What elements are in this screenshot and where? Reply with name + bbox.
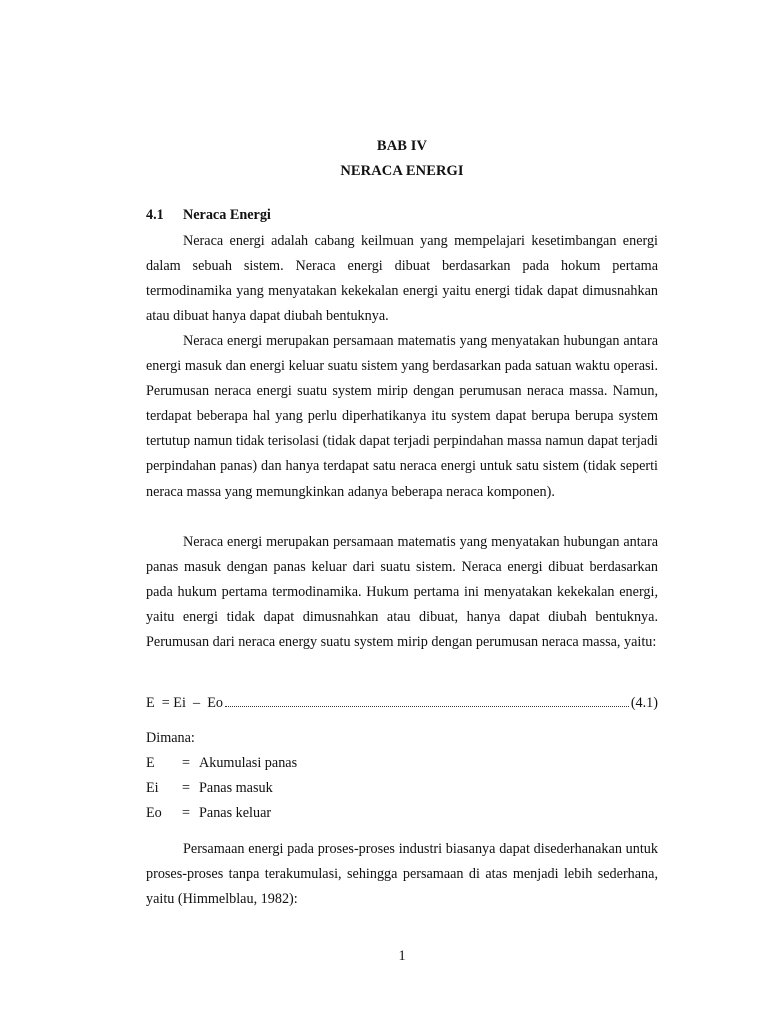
definition-meaning: Akumulasi panas [199,755,298,771]
chapter-label: BAB IV [376,138,428,154]
paragraph-1: Neraca energi adalah cabang keilmuan yang mempelajari kesetimbangan energi dalam sebuah sistem. Neraca energi dibuat berdasarkan pada hokum pertama termodinamika yang menyatakan kekekalan energi yaitu energi tidak dapat dimusnahkan atau dibuat hanya dapat diubah bentuknya. [146,233,658,325]
dot-leader [225,695,629,707]
where-label: Dimana: [146,730,195,746]
page-number: 1 [398,948,406,964]
section-title: Neraca Energi [183,207,271,223]
definition-row [146,805,271,822]
equation-line [146,695,658,715]
paragraph-2: Neraca energi merupakan persamaan matematis yang menyatakan hubungan antara energi masuk dan energi keluar suatu sistem yang berdasarkan pada satuan waktu operasi. Perumusan neraca energi suatu system mirip dengan perumusan neraca massa. Namun, terdapat beberapa hal yang perlu diperhatikanya itu system dapat berupa berupa system tertutup namun tidak terisolasi (tidak dapat terjadi perpindahan massa namun dapat terjadi perpindahan panas) dan hanya terdapat satu neraca energi untuk satu sistem (tidak seperti neraca massa yang memungkinkan adanya beberapa neraca komponen). [146,333,658,500]
definition-meaning: Panas keluar [199,805,272,821]
paragraph-3: Neraca energi merupakan persamaan matematis yang menyatakan hubungan antara panas masuk dengan panas keluar dari suatu sistem. Neraca energi dibuat berdasarkan pada hukum pertama termodinamika. Hukum pertama ini menyatakan kekekalan energi, yaitu energi tidak dapat dimusnahkan atau dibuat, hanya dapat diubah bentuknya. Perumusan dari neraca energy suatu system mirip dengan perumusan neraca massa, yaitu: [146,534,658,651]
definition-symbol: E [146,755,155,771]
section-number: 4.1 [146,207,164,223]
definition-row [146,780,273,797]
equation-number: (4.1) [630,695,658,711]
section-heading [146,207,271,224]
definition-equals: = [182,780,191,796]
definition-symbol: Eo [146,805,162,821]
definition-row [146,755,297,772]
chapter-title: NERACA ENERGI [340,163,464,179]
equation-text: E = Ei – Eo [146,695,223,711]
definition-equals: = [182,805,191,821]
paragraph-4: Persamaan energi pada proses-proses industri biasanya dapat disederhanakan untuk proses-proses tanpa terakumulasi, sehingga persamaan di atas menjadi lebih sederhana, yaitu (Himmelblau, 1982): [146,841,658,908]
definition-symbol: Ei [146,780,159,796]
definition-meaning: Panas masuk [199,780,273,796]
document-page [146,0,658,1024]
definition-equals: = [182,755,191,771]
